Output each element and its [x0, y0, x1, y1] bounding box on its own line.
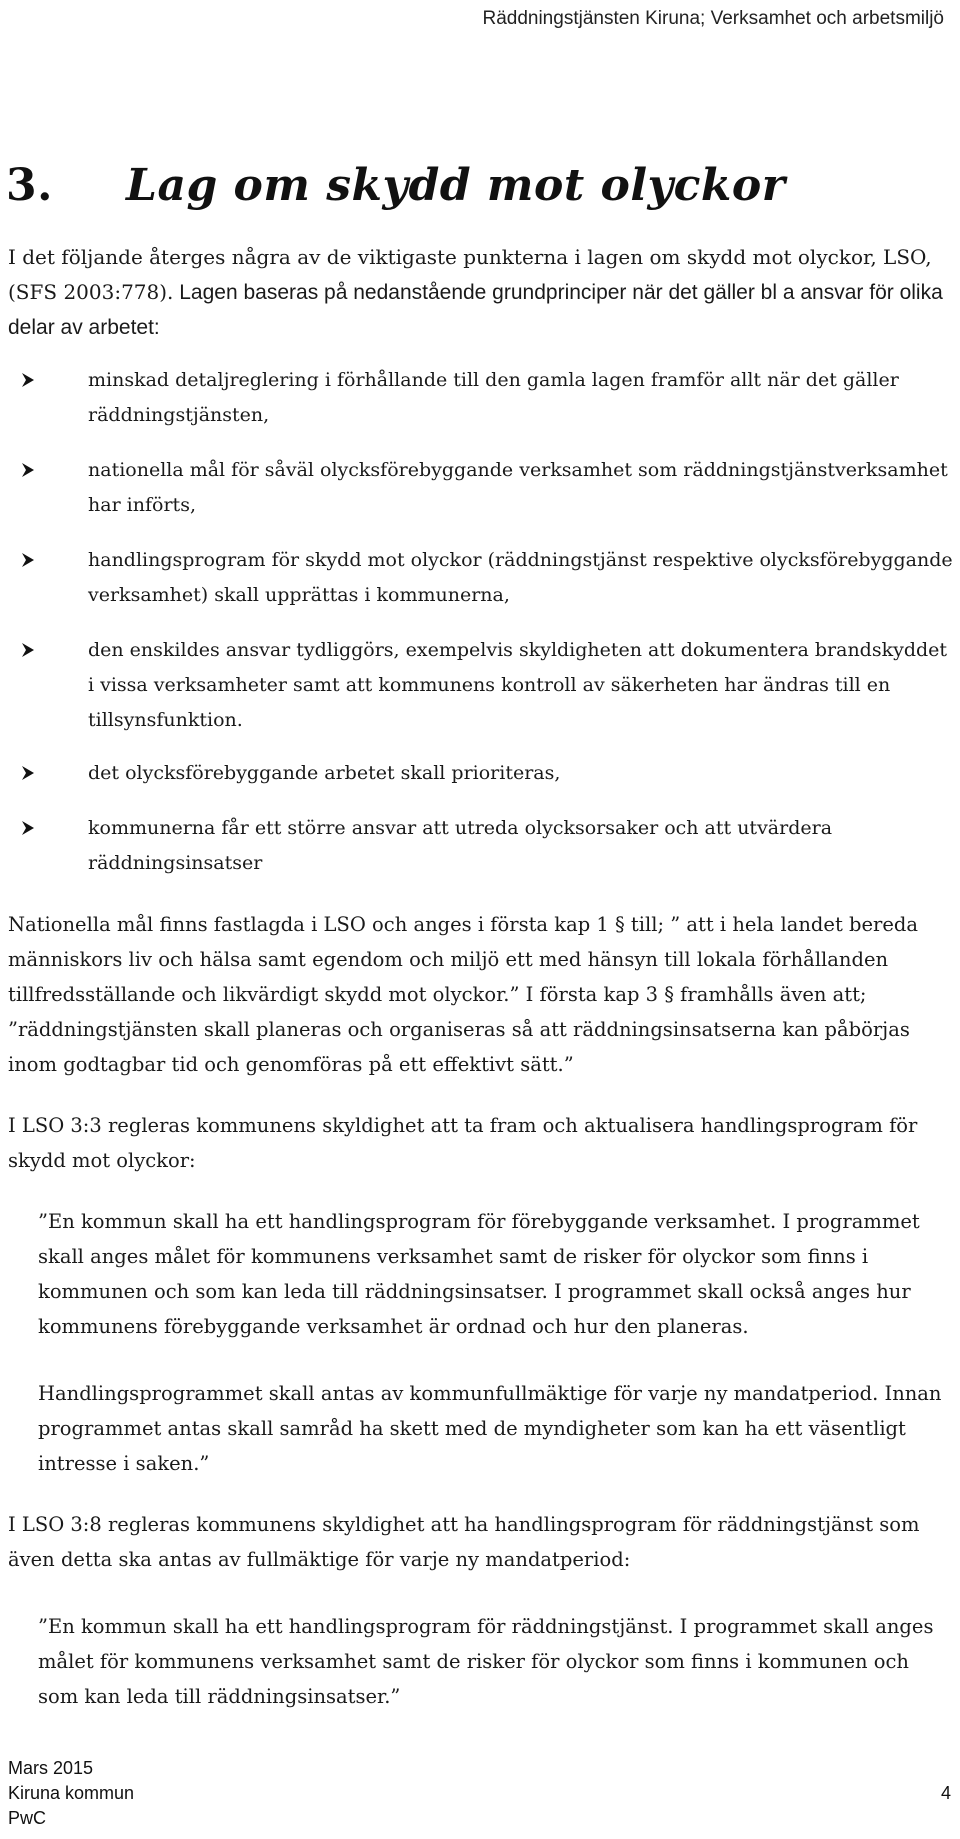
section-heading	[6, 160, 785, 211]
list-item-text: kommunerna får ett större ansvar att utreda olycksorsaker och att utvärdera räddningsinsatser	[88, 817, 833, 874]
national-goals-paragraph: Nationella mål finns fastlagda i LSO och anges i första kap 1 § till; ” att i hela landet bereda människors liv och hälsa samt egendom och miljö ett med hänsyn till lokala förhållanden tillfredsställande och likvärdigt skydd mot olyckor.” I första kap 3 § framhålls även att; ”räddningstjänsten skall planeras och organiseras så att räddningsinsatserna kan påbörjas inom godtagbar tid och genomföras på ett effektivt sätt.”	[8, 913, 918, 1076]
list-item-text: det olycksförebyggande arbetet skall prioriteras,	[88, 762, 561, 784]
arrowhead-bullet-icon	[20, 642, 36, 658]
arrowhead-bullet-icon	[20, 820, 36, 836]
arrowhead-bullet-icon	[20, 372, 36, 388]
list-item	[8, 811, 953, 881]
footer-date: Mars 2015	[8, 1758, 94, 1778]
section-title: Lag om skydd mot olyckor	[126, 160, 786, 211]
main-content	[8, 240, 953, 1714]
list-item	[8, 363, 953, 433]
list-item	[8, 633, 953, 738]
list-item-text: den enskildes ansvar tydliggörs, exempelvis skyldigheten att dokumentera brandskyddet i vissa verksamheter samt att kommunens kontroll av säkerheten har ändras till en tillsynsfunktion.	[88, 639, 948, 731]
intro-paragraph	[8, 240, 953, 345]
arrowhead-bullet-icon	[20, 462, 36, 478]
quote-lso-3-3-part1: ”En kommun skall ha ett handlingsprogram för förebyggande verksamhet. I programmet skall anges målet för kommunens verksamhet samt de risker för olyckor som finns i kommunen och som kan leda till räddningsinsatser. I programmet skall också anges hur kommunens förebyggande verksamhet är ordnad och hur den planeras.	[38, 1210, 920, 1338]
lso-3-8-paragraph: I LSO 3:8 regleras kommunens skyldighet att ha handlingsprogram för räddningstjänst som även detta ska antas av fullmäktige för varje ny mandatperiod:	[8, 1513, 920, 1571]
quote-lso-3-8: ”En kommun skall ha ett handlingsprogram för räddningstjänst. I programmet skall anges målet för kommunens verksamhet samt de risker för olyckor som finns i kommunen och som kan leda till räddningsinsatser.”	[38, 1615, 934, 1708]
intro-text-part2: Lagen baseras på nedanstående grundprinciper när det gäller bl a ansvar för olika delar av arbetet:	[8, 281, 943, 339]
quote-lso-3-3-part2: Handlingsprogrammet skall antas av kommunfullmäktige för varje ny mandatperiod. Innan programmet antas skall samråd ha skett med de myndigheter som kan ha ett väsentligt intresse i saken.”	[38, 1382, 942, 1475]
list-item-text: minskad detaljreglering i förhållande till den gamla lagen framför allt när det gäller räddningstjänsten,	[88, 369, 899, 426]
footer-author: PwC	[8, 1808, 47, 1828]
lso-3-3-paragraph: I LSO 3:3 regleras kommunens skyldighet att ta fram och aktualisera handlingsprogram för skydd mot olyckor:	[8, 1114, 918, 1172]
intro-text-part1: I det följande återges några av de viktigaste punkterna i lagen om skydd mot olyckor, LSO, (SFS 2003:778).	[8, 245, 932, 304]
section-number: 3.	[6, 160, 53, 211]
list-item	[8, 756, 953, 791]
running-header: Räddningstjänsten Kiruna; Verksamhet och arbetsmiljö	[482, 8, 944, 29]
page-footer	[8, 1756, 953, 1831]
list-item	[8, 453, 953, 523]
list-item-text: handlingsprogram för skydd mot olyckor (räddningstjänst respektive olycksförebyggande verksamhet) skall upprättas i kommunerna,	[88, 549, 953, 606]
page-number: 4	[940, 1783, 951, 1803]
arrowhead-bullet-icon	[20, 552, 36, 568]
arrowhead-bullet-icon	[20, 765, 36, 781]
list-item-text: nationella mål för såväl olycksförebyggande verksamhet som räddningstjänstverksamhet har införts,	[88, 459, 948, 516]
footer-organization: Kiruna kommun	[8, 1783, 135, 1803]
principles-list	[8, 363, 953, 881]
list-item	[8, 543, 953, 613]
